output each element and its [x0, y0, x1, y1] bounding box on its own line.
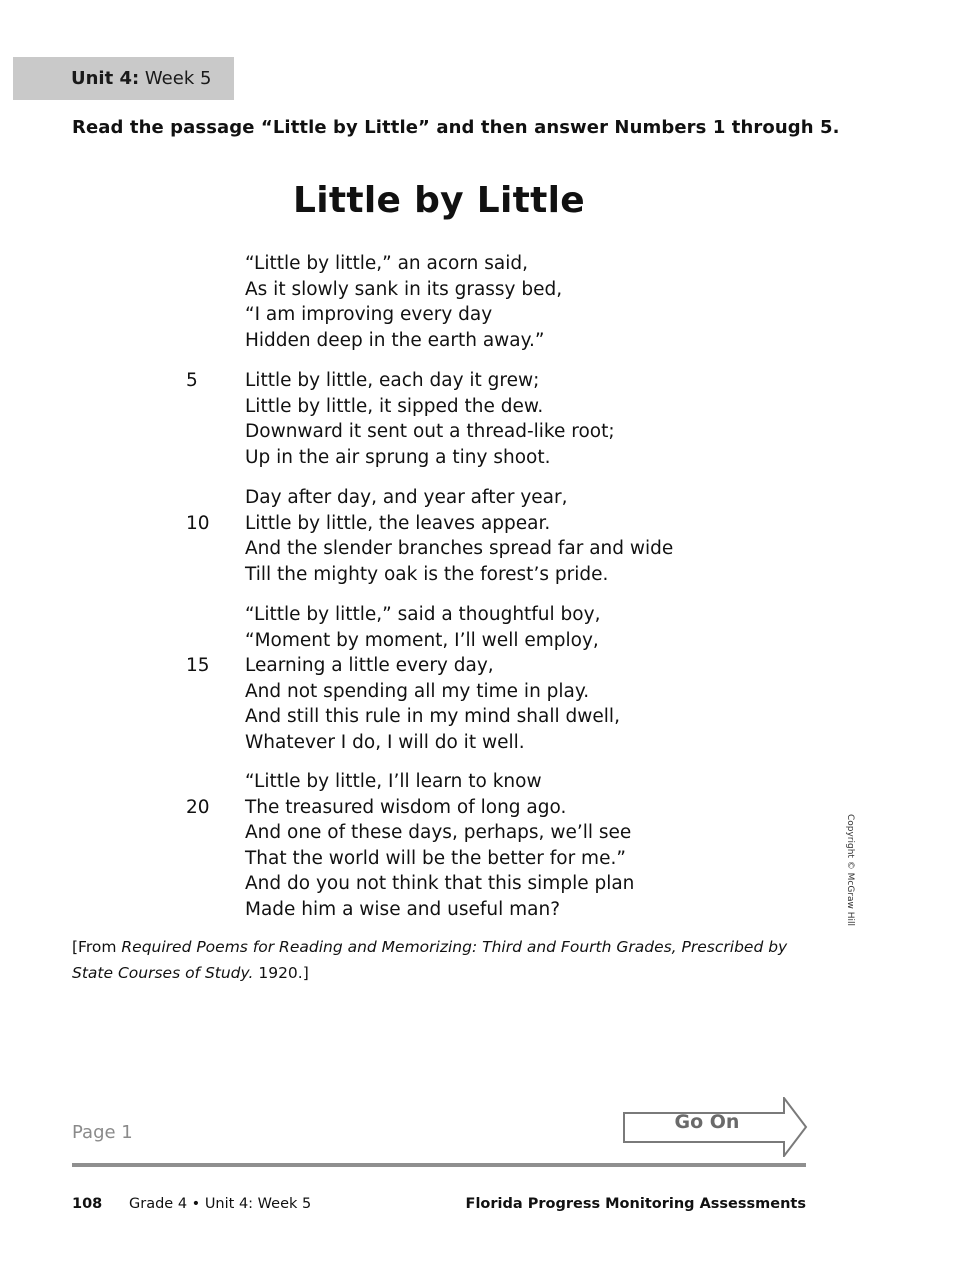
line-text: Up in the air sprung a tiny shoot. — [245, 446, 551, 468]
line-text: That the world will be the better for me.” — [245, 847, 626, 869]
line-text: And the slender branches spread far and wide — [245, 538, 674, 560]
line-text: Whatever I do, I will do it well. — [245, 731, 525, 753]
poem-line — [0, 251, 760, 277]
line-text: Little by little, the leaves appear. — [245, 512, 551, 534]
poem-title: Little by Little — [292, 180, 585, 221]
footer-grade-info: Grade 4 • Unit 4: Week 5 — [129, 1196, 312, 1212]
line-text: As it slowly sank in its grassy bed, — [245, 278, 563, 300]
footer-page-number: 108 — [72, 1196, 103, 1212]
instructions: Read the passage “Little by Little” and then answer Numbers 1 through 5. — [72, 117, 840, 138]
poem-line — [0, 897, 760, 923]
line-text: Little by little, each day it grew; — [245, 370, 540, 391]
line-text: Learning a little every day, — [245, 655, 494, 677]
poem-line — [0, 602, 760, 628]
stanza-2 — [0, 368, 760, 470]
stanza-4 — [0, 602, 760, 756]
poem-line — [0, 511, 760, 537]
poem-line — [0, 394, 760, 420]
poem-line — [0, 536, 760, 562]
line-text: Till the mighty oak is the forest’s pride. — [245, 563, 609, 585]
poem-line — [0, 704, 760, 730]
poem-line — [0, 820, 760, 846]
line-text: And still this rule in my mind shall dwell, — [245, 706, 620, 728]
poem-line — [0, 277, 760, 303]
poem-line — [0, 328, 760, 354]
poem-line — [0, 419, 760, 445]
source-suffix: 1920.] — [253, 964, 309, 982]
line-text: Little by little, it sipped the dew. — [245, 395, 544, 417]
line-number: 15 — [186, 655, 210, 677]
line-text: “Little by little,” an acorn said, — [245, 253, 528, 274]
go-on-arrow — [622, 1097, 808, 1157]
line-number: 5 — [186, 370, 198, 391]
poem-line — [0, 485, 760, 511]
line-number: 10 — [186, 512, 210, 534]
unit-week-tab — [13, 57, 234, 100]
poem-line — [0, 653, 760, 679]
line-number: 20 — [186, 796, 210, 818]
page-label: Page 1 — [72, 1122, 133, 1143]
source-prefix: [From — [72, 938, 122, 956]
footer-publication: Florida Progress Monitoring Assessments — [465, 1196, 806, 1212]
poem-line — [0, 368, 760, 394]
week-label: Week 5 — [139, 68, 212, 89]
line-text: “I am improving every day — [245, 304, 493, 326]
line-text: And not spending all my time in play. — [245, 680, 590, 702]
line-text: And do you not think that this simple plan — [245, 873, 635, 895]
poem-line — [0, 730, 760, 756]
poem-line — [0, 679, 760, 705]
line-text: Made him a wise and useful man? — [245, 898, 561, 920]
stanza-1 — [0, 251, 760, 353]
line-text: Downward it sent out a thread-like root; — [245, 421, 615, 443]
poem-line — [0, 562, 760, 588]
go-on-label: Go On — [674, 1111, 740, 1133]
source-citation — [72, 934, 812, 986]
poem-line — [0, 628, 760, 654]
poem-line — [0, 846, 760, 872]
poem-line — [0, 302, 760, 328]
stanza-3 — [0, 485, 760, 587]
stanza-5 — [0, 769, 760, 923]
poem-line — [0, 795, 760, 821]
source-title: Required Poems for Reading and Memorizing: Third and Fourth Grades, Prescribed by State Courses of Study. — [72, 938, 788, 982]
unit-label: Unit 4: — [71, 68, 140, 89]
line-text: The treasured wisdom of long ago. — [245, 796, 567, 818]
poem-line — [0, 871, 760, 897]
copyright-text: Copyright © McGraw Hill — [845, 813, 855, 927]
footer-divider — [72, 1163, 806, 1167]
line-text: Hidden deep in the earth away.” — [245, 329, 545, 351]
poem-line — [0, 445, 760, 471]
line-text: Day after day, and year after year, — [245, 487, 568, 508]
line-text: And one of these days, perhaps, we’ll see — [245, 822, 632, 844]
line-text: “Little by little,” said a thoughtful boy, — [245, 604, 601, 625]
line-text: “Moment by moment, I’ll well employ, — [245, 629, 599, 651]
line-text: “Little by little, I’ll learn to know — [245, 771, 542, 792]
poem-line — [0, 769, 760, 795]
copyright-notice — [843, 812, 857, 928]
